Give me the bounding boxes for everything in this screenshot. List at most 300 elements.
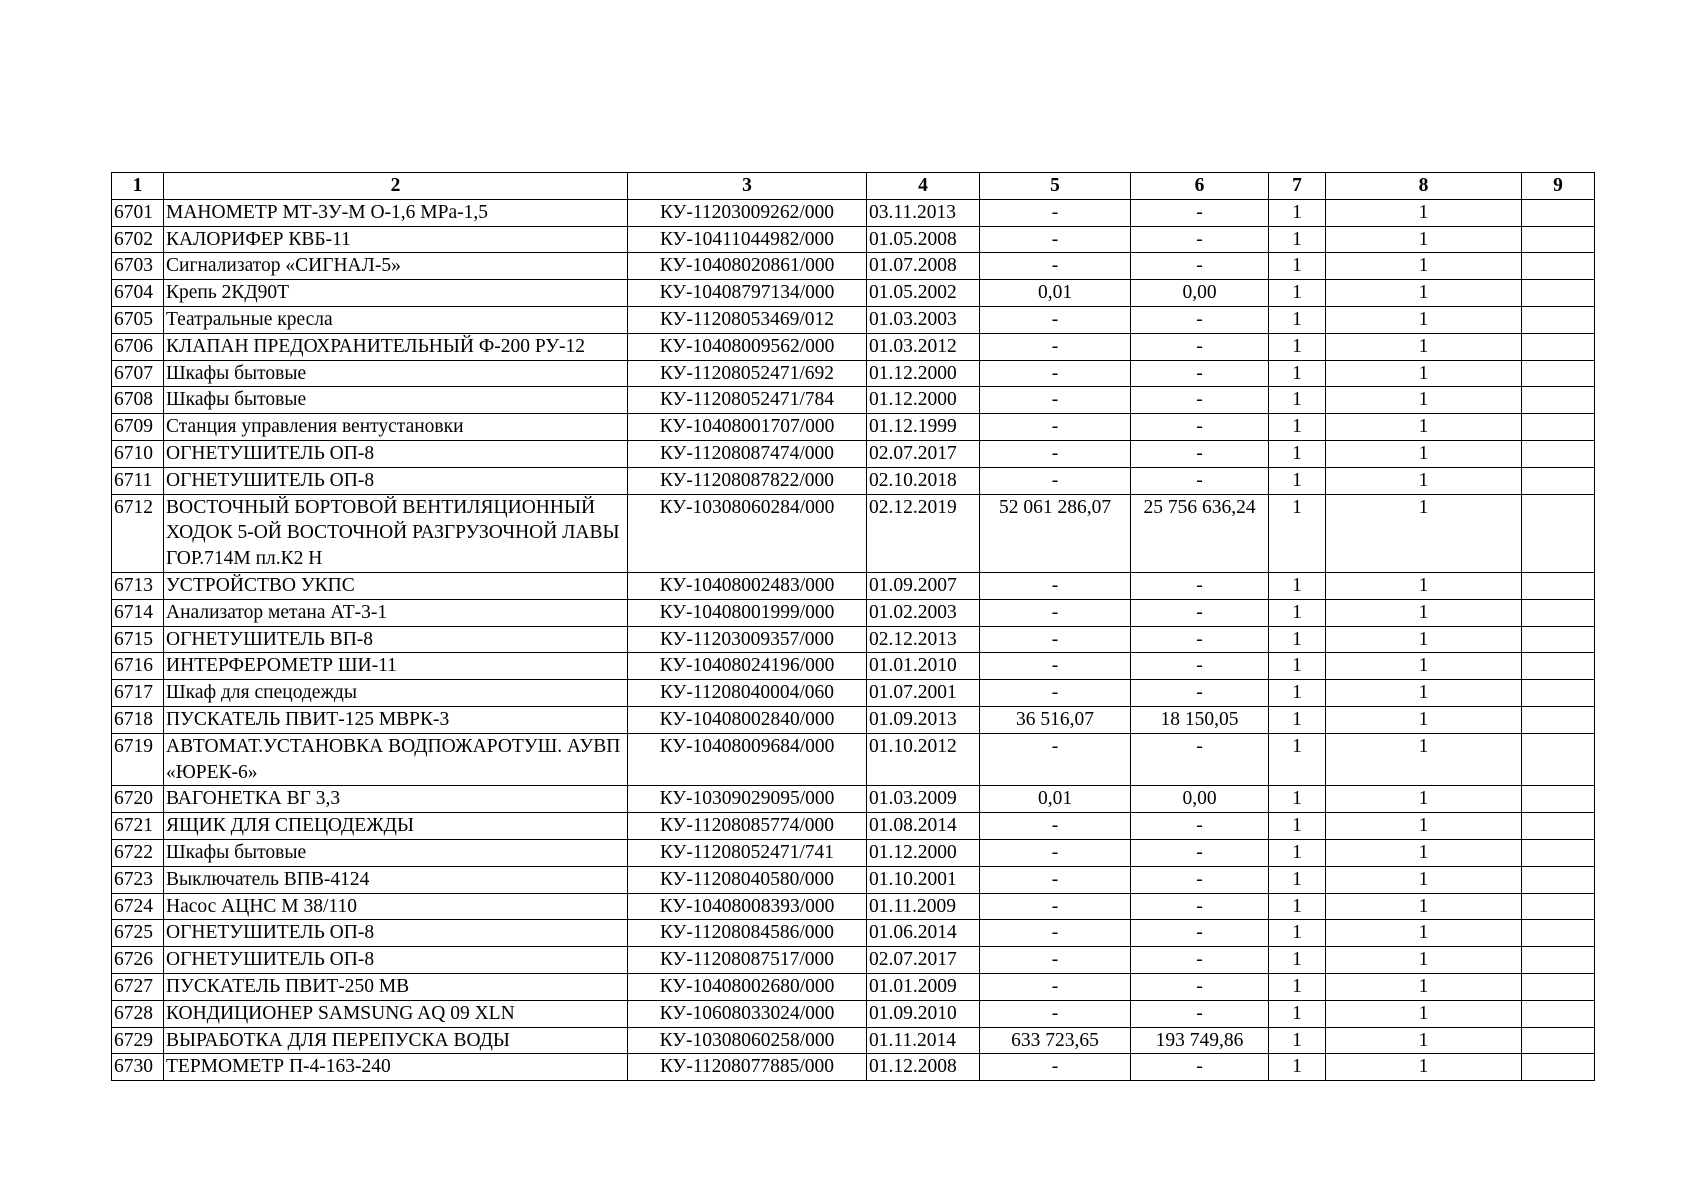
date-cell: 01.12.2008 [867,1054,980,1081]
date-cell: 01.07.2001 [867,680,980,707]
value-col-6-cell: - [1131,920,1269,947]
inventory-code-cell: КУ-10408009562/000 [628,333,867,360]
item-name-cell: ПУСКАТЕЛЬ ПВИТ-125 МВРК-3 [164,706,628,733]
value-col-8-cell: 1 [1326,626,1522,653]
table-row [112,360,1595,387]
value-col-5-cell: - [980,1054,1131,1081]
value-col-6-cell: - [1131,680,1269,707]
value-col-8-cell: 1 [1326,920,1522,947]
col-header-8: 8 [1326,173,1522,200]
item-name-cell: ПУСКАТЕЛЬ ПВИТ-250 МВ [164,973,628,1000]
row-number-cell: 6715 [112,626,164,653]
inventory-code-cell: КУ-10408002840/000 [628,706,867,733]
value-col-8-cell: 1 [1326,653,1522,680]
table-row [112,599,1595,626]
value-col-6-cell: - [1131,653,1269,680]
value-col-8-cell: 1 [1326,813,1522,840]
table-row [112,280,1595,307]
inventory-code-cell: КУ-11208077885/000 [628,1054,867,1081]
value-col-8-cell: 1 [1326,467,1522,494]
item-name-cell: КАЛОРИФЕР КВБ-11 [164,226,628,253]
value-col-5-cell: 0,01 [980,280,1131,307]
inventory-code-cell: КУ-10309029095/000 [628,786,867,813]
value-col-9-cell [1522,280,1595,307]
date-cell: 01.01.2010 [867,653,980,680]
row-number-cell: 6722 [112,839,164,866]
value-col-7-cell: 1 [1269,306,1326,333]
value-col-5-cell: 0,01 [980,786,1131,813]
row-number-cell: 6728 [112,1000,164,1027]
value-col-7-cell: 1 [1269,226,1326,253]
value-col-9-cell [1522,199,1595,226]
value-col-8-cell: 1 [1326,226,1522,253]
date-cell: 01.09.2010 [867,1000,980,1027]
value-col-9-cell [1522,1054,1595,1081]
inventory-sheet [111,172,1594,1081]
inventory-code-cell: КУ-11208084586/000 [628,920,867,947]
value-col-5-cell: - [980,973,1131,1000]
value-col-6-cell: 25 756 636,24 [1131,494,1269,572]
date-cell: 01.06.2014 [867,920,980,947]
value-col-9-cell [1522,306,1595,333]
value-col-7-cell: 1 [1269,1027,1326,1054]
item-name-cell: ЯЩИК ДЛЯ СПЕЦОДЕЖДЫ [164,813,628,840]
row-number-cell: 6714 [112,599,164,626]
item-name-cell: АВТОМАТ.УСТАНОВКА ВОДПОЖАРОТУШ. АУВП «ЮРЕК-6» [164,733,628,786]
item-name-cell: ОГНЕТУШИТЕЛЬ ОП-8 [164,440,628,467]
value-col-7-cell: 1 [1269,893,1326,920]
table-row [112,333,1595,360]
col-header-7: 7 [1269,173,1326,200]
value-col-8-cell: 1 [1326,733,1522,786]
value-col-5-cell: - [980,253,1131,280]
value-col-7-cell: 1 [1269,599,1326,626]
date-cell: 01.03.2009 [867,786,980,813]
table-row [112,733,1595,786]
table-row [112,680,1595,707]
value-col-8-cell: 1 [1326,306,1522,333]
value-col-9-cell [1522,253,1595,280]
value-col-8-cell: 1 [1326,839,1522,866]
value-col-7-cell: 1 [1269,733,1326,786]
value-col-7-cell: 1 [1269,414,1326,441]
table-row [112,1027,1595,1054]
value-col-7-cell: 1 [1269,866,1326,893]
value-col-7-cell: 1 [1269,839,1326,866]
value-col-5-cell: - [980,360,1131,387]
item-name-cell: УСТРОЙСТВО УКПС [164,572,628,599]
value-col-6-cell: - [1131,414,1269,441]
row-number-cell: 6727 [112,973,164,1000]
value-col-8-cell: 1 [1326,440,1522,467]
date-cell: 01.12.2000 [867,839,980,866]
value-col-6-cell: - [1131,947,1269,974]
row-number-cell: 6730 [112,1054,164,1081]
date-cell: 01.07.2008 [867,253,980,280]
value-col-6-cell: - [1131,1000,1269,1027]
value-col-9-cell [1522,733,1595,786]
value-col-6-cell: - [1131,333,1269,360]
value-col-5-cell: - [980,226,1131,253]
inventory-code-cell: КУ-11208040580/000 [628,866,867,893]
value-col-9-cell [1522,786,1595,813]
row-number-cell: 6713 [112,572,164,599]
value-col-9-cell [1522,947,1595,974]
value-col-8-cell: 1 [1326,572,1522,599]
value-col-6-cell: - [1131,387,1269,414]
value-col-6-cell: - [1131,199,1269,226]
value-col-9-cell [1522,467,1595,494]
value-col-5-cell: - [980,733,1131,786]
date-cell: 01.05.2008 [867,226,980,253]
value-col-5-cell: - [980,572,1131,599]
value-col-6-cell: - [1131,733,1269,786]
value-col-6-cell: - [1131,599,1269,626]
value-col-7-cell: 1 [1269,1054,1326,1081]
table-body [112,199,1595,1080]
table-row [112,866,1595,893]
value-col-7-cell: 1 [1269,653,1326,680]
row-number-cell: 6716 [112,653,164,680]
value-col-5-cell: - [980,813,1131,840]
value-col-5-cell: - [980,626,1131,653]
value-col-6-cell: - [1131,226,1269,253]
inventory-table [111,172,1595,1081]
inventory-code-cell: КУ-10308060258/000 [628,1027,867,1054]
table-row [112,199,1595,226]
inventory-code-cell: КУ-10411044982/000 [628,226,867,253]
value-col-8-cell: 1 [1326,706,1522,733]
value-col-6-cell: 18 150,05 [1131,706,1269,733]
value-col-6-cell: 0,00 [1131,280,1269,307]
row-number-cell: 6703 [112,253,164,280]
table-row [112,1054,1595,1081]
row-number-cell: 6702 [112,226,164,253]
table-row [112,626,1595,653]
value-col-5-cell: - [980,839,1131,866]
value-col-9-cell [1522,360,1595,387]
value-col-7-cell: 1 [1269,920,1326,947]
value-col-7-cell: 1 [1269,494,1326,572]
value-col-5-cell: - [980,920,1131,947]
value-col-8-cell: 1 [1326,893,1522,920]
value-col-6-cell: - [1131,626,1269,653]
date-cell: 01.11.2014 [867,1027,980,1054]
table-row [112,786,1595,813]
header-row [112,173,1595,200]
table-row [112,253,1595,280]
value-col-9-cell [1522,494,1595,572]
value-col-5-cell: - [980,199,1131,226]
inventory-code-cell: КУ-11203009262/000 [628,199,867,226]
table-row [112,973,1595,1000]
date-cell: 01.03.2003 [867,306,980,333]
value-col-5-cell: - [980,414,1131,441]
inventory-code-cell: КУ-11208052471/784 [628,387,867,414]
value-col-9-cell [1522,866,1595,893]
value-col-7-cell: 1 [1269,626,1326,653]
item-name-cell: Шкафы бытовые [164,360,628,387]
value-col-6-cell: - [1131,306,1269,333]
date-cell: 01.12.2000 [867,360,980,387]
date-cell: 01.11.2009 [867,893,980,920]
value-col-9-cell [1522,599,1595,626]
row-number-cell: 6709 [112,414,164,441]
value-col-9-cell [1522,680,1595,707]
row-number-cell: 6706 [112,333,164,360]
item-name-cell: ВЫРАБОТКА ДЛЯ ПЕРЕПУСКА ВОДЫ [164,1027,628,1054]
inventory-code-cell: КУ-10408008393/000 [628,893,867,920]
item-name-cell: Шкафы бытовые [164,387,628,414]
item-name-cell: ОГНЕТУШИТЕЛЬ ОП-8 [164,947,628,974]
value-col-8-cell: 1 [1326,947,1522,974]
row-number-cell: 6712 [112,494,164,572]
date-cell: 02.12.2019 [867,494,980,572]
value-col-6-cell: - [1131,839,1269,866]
item-name-cell: ВАГОНЕТКА ВГ 3,3 [164,786,628,813]
inventory-code-cell: КУ-10408009684/000 [628,733,867,786]
col-header-3: 3 [628,173,867,200]
value-col-8-cell: 1 [1326,866,1522,893]
row-number-cell: 6707 [112,360,164,387]
row-number-cell: 6729 [112,1027,164,1054]
value-col-6-cell: - [1131,973,1269,1000]
table-row [112,947,1595,974]
value-col-9-cell [1522,572,1595,599]
value-col-7-cell: 1 [1269,253,1326,280]
value-col-6-cell: - [1131,866,1269,893]
value-col-5-cell: - [980,306,1131,333]
inventory-code-cell: КУ-10408001707/000 [628,414,867,441]
inventory-code-cell: КУ-10408002680/000 [628,973,867,1000]
table-row [112,467,1595,494]
value-col-8-cell: 1 [1326,599,1522,626]
item-name-cell: МАНОМЕТР МТ-3У-М О-1,6 МРа-1,5 [164,199,628,226]
value-col-5-cell: - [980,467,1131,494]
col-header-6: 6 [1131,173,1269,200]
value-col-9-cell [1522,1027,1595,1054]
inventory-code-cell: КУ-10608033024/000 [628,1000,867,1027]
date-cell: 01.09.2007 [867,572,980,599]
value-col-7-cell: 1 [1269,199,1326,226]
value-col-8-cell: 1 [1326,1000,1522,1027]
value-col-8-cell: 1 [1326,387,1522,414]
item-name-cell: ВОСТОЧНЫЙ БОРТОВОЙ ВЕНТИЛЯЦИОННЫЙ ХОДОК 5-ОЙ ВОСТОЧНОЙ РАЗГРУЗОЧНОЙ ЛАВЫ ГОР.714М пл.К2 Н [164,494,628,572]
value-col-5-cell: - [980,440,1131,467]
table-row [112,440,1595,467]
inventory-code-cell: КУ-10408024196/000 [628,653,867,680]
value-col-8-cell: 1 [1326,786,1522,813]
value-col-6-cell: - [1131,893,1269,920]
value-col-7-cell: 1 [1269,572,1326,599]
value-col-5-cell: - [980,653,1131,680]
value-col-8-cell: 1 [1326,333,1522,360]
row-number-cell: 6725 [112,920,164,947]
inventory-code-cell: КУ-11208052471/692 [628,360,867,387]
value-col-6-cell: 193 749,86 [1131,1027,1269,1054]
value-col-8-cell: 1 [1326,414,1522,441]
row-number-cell: 6704 [112,280,164,307]
date-cell: 02.12.2013 [867,626,980,653]
row-number-cell: 6724 [112,893,164,920]
value-col-7-cell: 1 [1269,333,1326,360]
table-row [112,387,1595,414]
row-number-cell: 6721 [112,813,164,840]
date-cell: 01.02.2003 [867,599,980,626]
table-row [112,1000,1595,1027]
value-col-9-cell [1522,387,1595,414]
inventory-code-cell: КУ-11208052471/741 [628,839,867,866]
value-col-9-cell [1522,813,1595,840]
value-col-5-cell: - [980,680,1131,707]
row-number-cell: 6708 [112,387,164,414]
item-name-cell: ОГНЕТУШИТЕЛЬ ОП-8 [164,920,628,947]
value-col-7-cell: 1 [1269,467,1326,494]
date-cell: 02.07.2017 [867,440,980,467]
value-col-9-cell [1522,973,1595,1000]
value-col-7-cell: 1 [1269,947,1326,974]
value-col-8-cell: 1 [1326,1054,1522,1081]
inventory-code-cell: КУ-11208053469/012 [628,306,867,333]
value-col-8-cell: 1 [1326,280,1522,307]
date-cell: 01.12.1999 [867,414,980,441]
value-col-9-cell [1522,440,1595,467]
date-cell: 01.09.2013 [867,706,980,733]
item-name-cell: ОГНЕТУШИТЕЛЬ ОП-8 [164,467,628,494]
row-number-cell: 6705 [112,306,164,333]
col-header-4: 4 [867,173,980,200]
value-col-5-cell: - [980,893,1131,920]
value-col-6-cell: - [1131,440,1269,467]
row-number-cell: 6723 [112,866,164,893]
row-number-cell: 6710 [112,440,164,467]
value-col-7-cell: 1 [1269,813,1326,840]
table-row [112,494,1595,572]
value-col-9-cell [1522,920,1595,947]
value-col-5-cell: - [980,599,1131,626]
inventory-code-cell: КУ-11203009357/000 [628,626,867,653]
value-col-9-cell [1522,333,1595,360]
value-col-9-cell [1522,706,1595,733]
value-col-6-cell: 0,00 [1131,786,1269,813]
value-col-9-cell [1522,1000,1595,1027]
date-cell: 01.05.2002 [867,280,980,307]
value-col-6-cell: - [1131,467,1269,494]
value-col-9-cell [1522,414,1595,441]
date-cell: 02.07.2017 [867,947,980,974]
table-row [112,920,1595,947]
value-col-7-cell: 1 [1269,1000,1326,1027]
inventory-code-cell: КУ-10308060284/000 [628,494,867,572]
table-row [112,414,1595,441]
value-col-9-cell [1522,226,1595,253]
date-cell: 02.10.2018 [867,467,980,494]
table-row [112,839,1595,866]
value-col-5-cell: 52 061 286,07 [980,494,1131,572]
value-col-6-cell: - [1131,1054,1269,1081]
item-name-cell: Шкаф для спецодежды [164,680,628,707]
value-col-7-cell: 1 [1269,973,1326,1000]
value-col-8-cell: 1 [1326,360,1522,387]
inventory-code-cell: КУ-10408002483/000 [628,572,867,599]
inventory-code-cell: КУ-11208087822/000 [628,467,867,494]
value-col-7-cell: 1 [1269,786,1326,813]
value-col-6-cell: - [1131,572,1269,599]
value-col-8-cell: 1 [1326,1027,1522,1054]
value-col-5-cell: - [980,387,1131,414]
item-name-cell: Станция управления вентустановки [164,414,628,441]
date-cell: 01.10.2012 [867,733,980,786]
value-col-6-cell: - [1131,253,1269,280]
item-name-cell: Анализатор метана АТ-3-1 [164,599,628,626]
item-name-cell: Выключатель ВПВ-4124 [164,866,628,893]
row-number-cell: 6719 [112,733,164,786]
col-header-9: 9 [1522,173,1595,200]
value-col-9-cell [1522,893,1595,920]
value-col-8-cell: 1 [1326,253,1522,280]
value-col-5-cell: 36 516,07 [980,706,1131,733]
row-number-cell: 6711 [112,467,164,494]
inventory-code-cell: КУ-11208085774/000 [628,813,867,840]
value-col-7-cell: 1 [1269,680,1326,707]
item-name-cell: ТЕРМОМЕТР П-4-163-240 [164,1054,628,1081]
row-number-cell: 6726 [112,947,164,974]
table-row [112,706,1595,733]
item-name-cell: ОГНЕТУШИТЕЛЬ ВП-8 [164,626,628,653]
table-row [112,813,1595,840]
col-header-1: 1 [112,173,164,200]
value-col-8-cell: 1 [1326,973,1522,1000]
table-row [112,572,1595,599]
date-cell: 03.11.2013 [867,199,980,226]
table-row [112,893,1595,920]
value-col-9-cell [1522,839,1595,866]
value-col-5-cell: - [980,333,1131,360]
item-name-cell: Насос АЦНС М 38/110 [164,893,628,920]
value-col-9-cell [1522,626,1595,653]
row-number-cell: 6720 [112,786,164,813]
item-name-cell: КОНДИЦИОНЕР SAMSUNG AQ 09 XLN [164,1000,628,1027]
value-col-5-cell: - [980,947,1131,974]
value-col-5-cell: - [980,1000,1131,1027]
date-cell: 01.01.2009 [867,973,980,1000]
item-name-cell: ИНТЕРФЕРОМЕТР ШИ-11 [164,653,628,680]
item-name-cell: Театральные кресла [164,306,628,333]
row-number-cell: 6701 [112,199,164,226]
inventory-code-cell: КУ-10408020861/000 [628,253,867,280]
value-col-8-cell: 1 [1326,494,1522,572]
value-col-7-cell: 1 [1269,280,1326,307]
value-col-8-cell: 1 [1326,199,1522,226]
item-name-cell: Шкафы бытовые [164,839,628,866]
date-cell: 01.08.2014 [867,813,980,840]
value-col-7-cell: 1 [1269,440,1326,467]
item-name-cell: Сигнализатор «СИГНАЛ-5» [164,253,628,280]
table-row [112,226,1595,253]
table-row [112,306,1595,333]
value-col-7-cell: 1 [1269,387,1326,414]
inventory-code-cell: КУ-10408001999/000 [628,599,867,626]
value-col-9-cell [1522,653,1595,680]
value-col-6-cell: - [1131,813,1269,840]
date-cell: 01.03.2012 [867,333,980,360]
inventory-code-cell: КУ-11208087517/000 [628,947,867,974]
col-header-5: 5 [980,173,1131,200]
col-header-2: 2 [164,173,628,200]
table-row [112,653,1595,680]
date-cell: 01.10.2001 [867,866,980,893]
value-col-7-cell: 1 [1269,360,1326,387]
